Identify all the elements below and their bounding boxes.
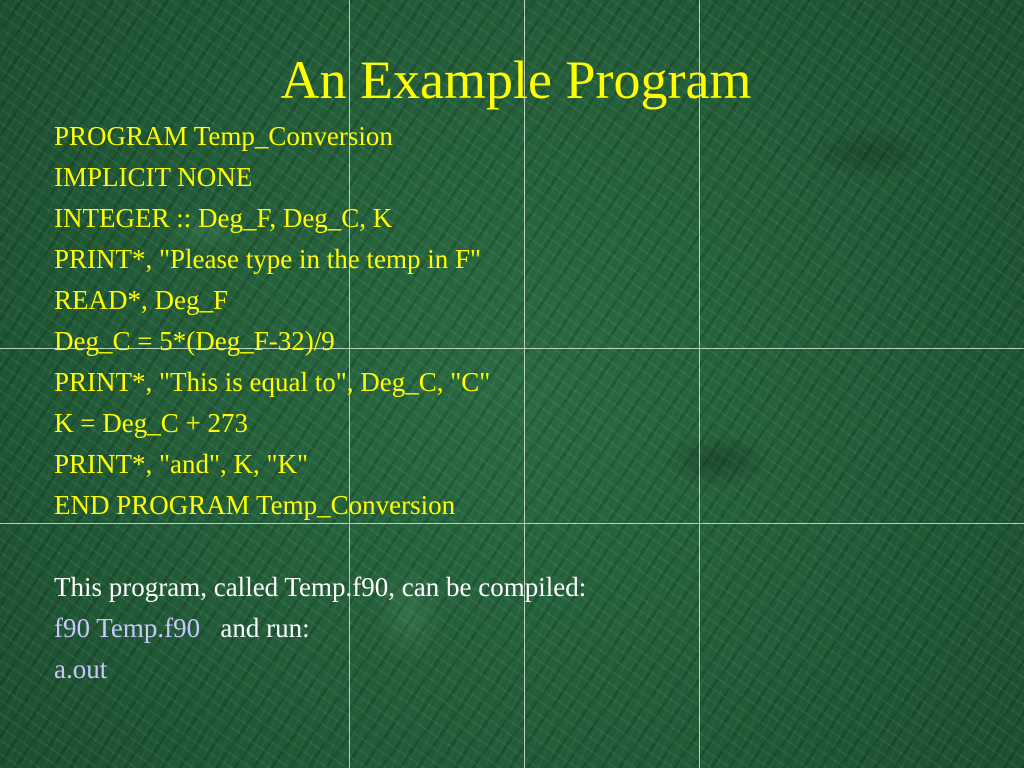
code-line: READ*, Deg_F xyxy=(54,285,228,315)
run-note: and run: xyxy=(220,613,310,643)
notes-block xyxy=(54,567,586,690)
code-line: PRINT*, "This is equal to", Deg_C, "C" xyxy=(54,367,491,397)
compile-command: f90 Temp.f90 xyxy=(54,613,201,643)
code-line: PROGRAM Temp_Conversion xyxy=(54,121,393,151)
compile-line xyxy=(54,608,586,649)
code-block xyxy=(54,116,490,526)
code-line: PRINT*, "and", K, "K" xyxy=(54,449,309,479)
code-line: PRINT*, "Please type in the temp in F" xyxy=(54,244,482,274)
slide-title: An Example Program xyxy=(280,50,752,110)
code-line: K = Deg_C + 273 xyxy=(54,408,248,438)
tile-divider xyxy=(699,0,700,768)
code-line: IMPLICIT NONE xyxy=(54,162,253,192)
code-line: END PROGRAM Temp_Conversion xyxy=(54,490,456,520)
compile-note: This program, called Temp.f90, can be compiled: xyxy=(54,572,587,602)
code-line: Deg_C = 5*(Deg_F-32)/9 xyxy=(54,326,335,356)
code-line: INTEGER :: Deg_F, Deg_C, K xyxy=(54,203,393,233)
run-command: a.out xyxy=(54,654,108,684)
